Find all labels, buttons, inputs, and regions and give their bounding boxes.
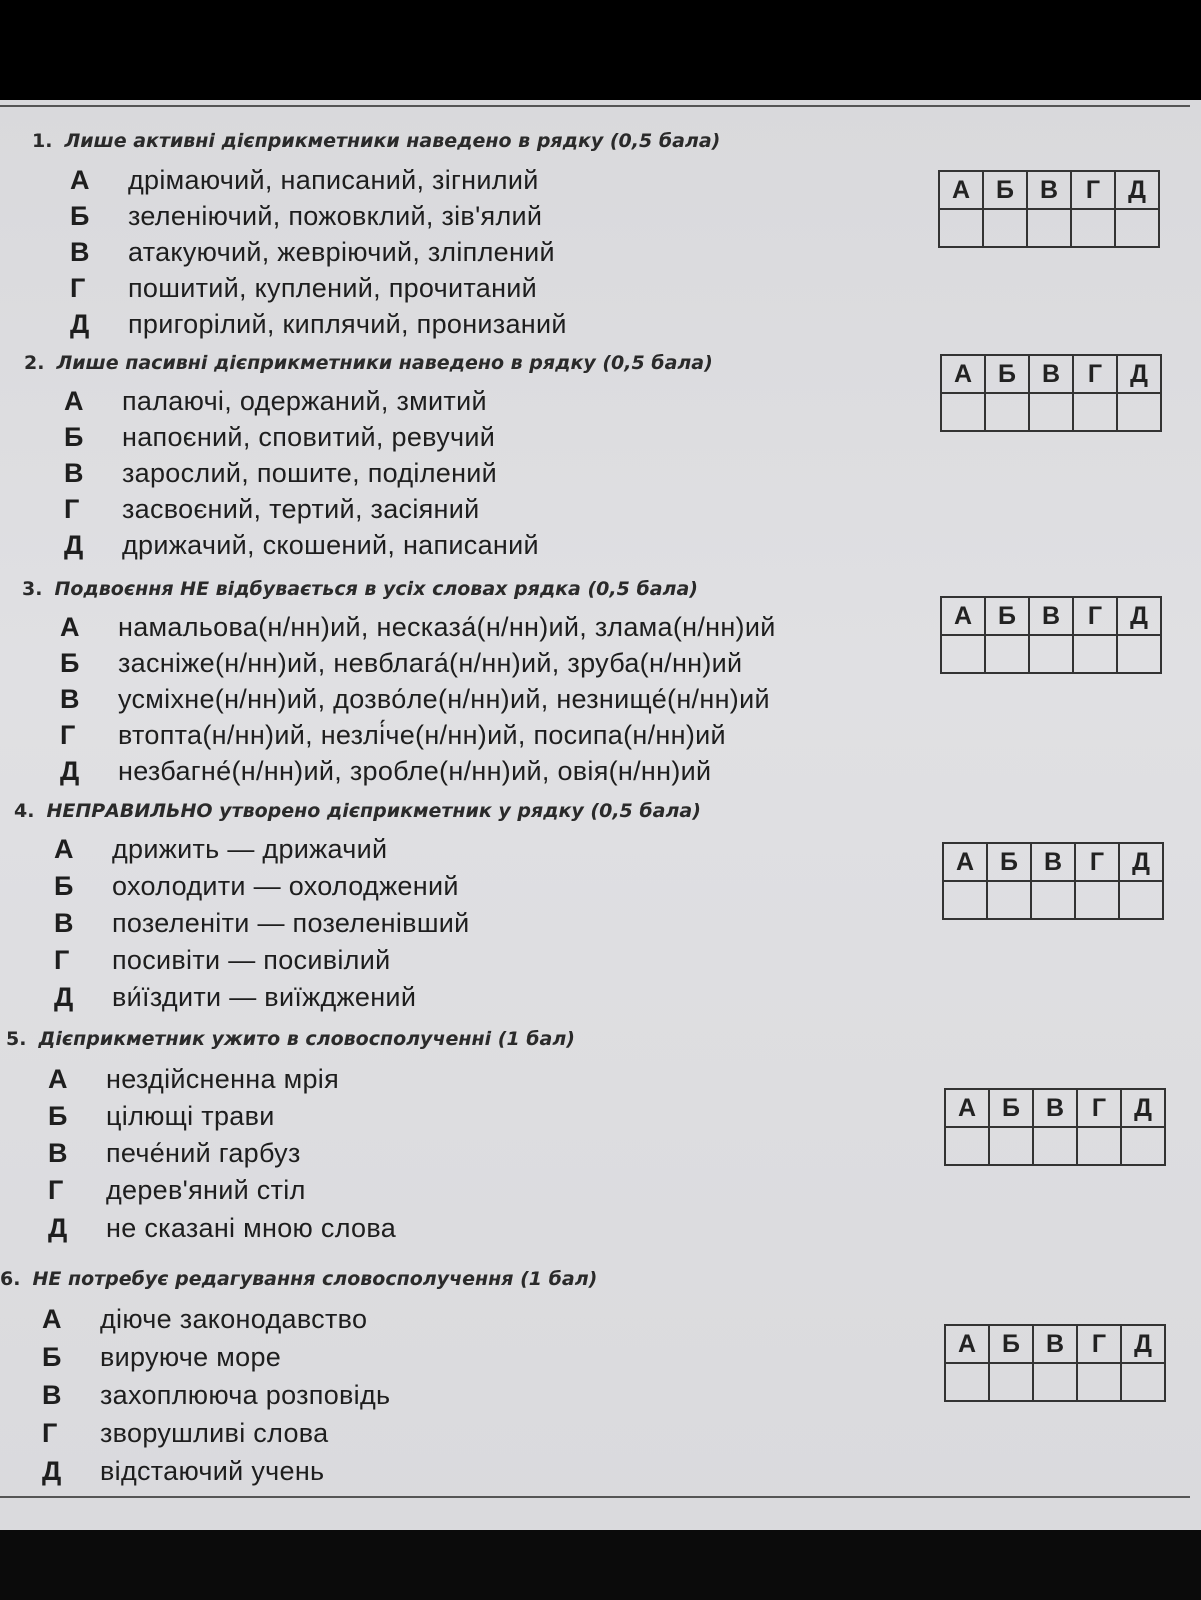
option-h[interactable] bbox=[64, 494, 480, 525]
option-text: пече́ний гарбуз bbox=[106, 1138, 301, 1168]
option-text: вируюче море bbox=[100, 1342, 282, 1372]
answer-cell[interactable] bbox=[1029, 393, 1073, 431]
option-d[interactable] bbox=[64, 530, 539, 561]
option-text: дрижить — дрижачий bbox=[112, 834, 388, 864]
grid-header-cell: А bbox=[943, 843, 987, 881]
answer-grid bbox=[942, 842, 1164, 920]
option-letter: Г bbox=[54, 945, 70, 975]
option-letter: В bbox=[70, 237, 90, 267]
question-number: 5. bbox=[6, 1028, 27, 1050]
option-b[interactable] bbox=[54, 871, 459, 902]
grid-header-cell: Г bbox=[1077, 1089, 1121, 1127]
option-letter: Б bbox=[70, 201, 90, 231]
grid-header-cell: Г bbox=[1073, 355, 1117, 393]
option-d[interactable] bbox=[42, 1456, 324, 1487]
question-number: 6. bbox=[0, 1268, 21, 1290]
option-letter: В bbox=[64, 458, 84, 488]
option-v[interactable] bbox=[48, 1138, 301, 1169]
answer-cell[interactable] bbox=[1071, 209, 1115, 247]
grid-header-cell: Г bbox=[1075, 843, 1119, 881]
answer-cell[interactable] bbox=[1121, 1127, 1165, 1165]
option-text: зеленіючий, пожовклий, зів'ялий bbox=[128, 201, 543, 231]
option-letter: А bbox=[54, 834, 74, 864]
question-text: НЕ потребує редагування словосполучення (1 бал) bbox=[32, 1268, 598, 1290]
test-sheet bbox=[0, 100, 1201, 1530]
option-text: усміхне(н/нн)ий, дозво́ле(н/нн)ий, незнище́(н/нн)ий bbox=[118, 684, 770, 714]
option-letter: А bbox=[70, 165, 90, 195]
option-d[interactable] bbox=[54, 982, 416, 1013]
answer-cell[interactable] bbox=[941, 393, 985, 431]
option-b[interactable] bbox=[64, 422, 495, 453]
option-letter: Б bbox=[54, 871, 74, 901]
option-h[interactable] bbox=[42, 1418, 328, 1449]
option-letter: Д bbox=[48, 1213, 68, 1243]
question-number: 2. bbox=[24, 352, 45, 374]
question-text: НЕПРАВИЛЬНО утворено дієприкметник у рядку (0,5 бала) bbox=[46, 800, 701, 822]
grid-header-cell: Д bbox=[1115, 171, 1159, 209]
grid-header-cell: Б bbox=[989, 1089, 1033, 1127]
option-text: атакуючий, жевріючий, зліплений bbox=[128, 237, 555, 267]
grid-header-cell: В bbox=[1029, 355, 1073, 393]
question-text: Подвоєння НЕ відбувається в усіх словах рядка (0,5 бала) bbox=[54, 578, 698, 600]
grid-header-cell: В bbox=[1029, 597, 1073, 635]
option-text: палаючі, одержаний, змитий bbox=[122, 386, 487, 416]
answer-cell[interactable] bbox=[983, 209, 1027, 247]
option-letter: Д bbox=[54, 982, 74, 1012]
answer-cell[interactable] bbox=[943, 881, 987, 919]
option-letter: Г bbox=[64, 494, 80, 524]
grid-header-cell: Б bbox=[985, 355, 1029, 393]
option-b[interactable] bbox=[70, 201, 542, 232]
answer-cell[interactable] bbox=[1077, 1363, 1121, 1401]
option-text: зворушливі слова bbox=[100, 1418, 329, 1448]
option-a[interactable] bbox=[70, 165, 539, 196]
question-number: 1. bbox=[32, 130, 53, 152]
grid-header-cell: Б bbox=[987, 843, 1031, 881]
grid-header-cell: В bbox=[1027, 171, 1071, 209]
option-letter: Б bbox=[48, 1101, 68, 1131]
option-text: охолодити — охолоджений bbox=[112, 871, 459, 901]
answer-cell[interactable] bbox=[1117, 635, 1161, 673]
grid-header-cell: А bbox=[939, 171, 983, 209]
option-text: цілющі трави bbox=[106, 1101, 275, 1131]
answer-grid bbox=[938, 170, 1160, 248]
answer-cell[interactable] bbox=[941, 635, 985, 673]
option-letter: Б bbox=[60, 648, 80, 678]
answer-grid bbox=[940, 596, 1162, 674]
option-letter: А bbox=[60, 612, 80, 642]
grid-header-cell: Д bbox=[1117, 355, 1161, 393]
option-h[interactable] bbox=[54, 945, 391, 976]
option-a[interactable] bbox=[42, 1304, 367, 1335]
option-a[interactable] bbox=[64, 386, 487, 417]
option-b[interactable] bbox=[42, 1342, 281, 1373]
option-b[interactable] bbox=[48, 1101, 275, 1132]
bottom-divider bbox=[0, 1496, 1190, 1498]
option-text: засвоєний, тертий, засіяний bbox=[122, 494, 480, 524]
option-letter: В bbox=[48, 1138, 68, 1168]
grid-header-cell: Д bbox=[1121, 1089, 1165, 1127]
answer-grid bbox=[940, 354, 1162, 432]
option-h[interactable] bbox=[70, 273, 537, 304]
option-text: не сказані мною слова bbox=[106, 1213, 397, 1243]
question-number: 4. bbox=[14, 800, 35, 822]
question-header bbox=[6, 1028, 575, 1050]
answer-cell[interactable] bbox=[989, 1363, 1033, 1401]
answer-cell[interactable] bbox=[1077, 1127, 1121, 1165]
option-letter: В bbox=[42, 1380, 62, 1410]
answer-cell[interactable] bbox=[939, 209, 983, 247]
option-h[interactable] bbox=[48, 1175, 306, 1206]
answer-cell[interactable] bbox=[985, 393, 1029, 431]
option-text: незбагне́(н/нн)ий, зробле(н/нн)ий, овія(н/нн)ий bbox=[118, 756, 712, 786]
option-text: ви́їздити — виїжджений bbox=[112, 982, 417, 1012]
option-v[interactable] bbox=[42, 1380, 390, 1411]
option-text: відстаючий учень bbox=[100, 1456, 325, 1486]
option-letter: Г bbox=[48, 1175, 64, 1205]
answer-cell[interactable] bbox=[1031, 881, 1075, 919]
top-divider bbox=[0, 105, 1190, 107]
option-letter: Г bbox=[42, 1418, 58, 1448]
option-letter: А bbox=[48, 1064, 68, 1094]
answer-cell[interactable] bbox=[1033, 1127, 1077, 1165]
option-a[interactable] bbox=[54, 834, 387, 865]
question-number: 3. bbox=[22, 578, 43, 600]
answer-cell[interactable] bbox=[985, 635, 1029, 673]
question-text: Лише активні дієприкметники наведено в рядку (0,5 бала) bbox=[64, 130, 721, 152]
answer-cell[interactable] bbox=[987, 881, 1031, 919]
option-text: пошитий, куплений, прочитаний bbox=[128, 273, 538, 303]
grid-header-cell: А bbox=[945, 1325, 989, 1363]
answer-cell[interactable] bbox=[1029, 635, 1073, 673]
question-header bbox=[22, 578, 698, 600]
option-text: посивіти — посивілий bbox=[112, 945, 391, 975]
grid-header-cell: В bbox=[1033, 1089, 1077, 1127]
option-letter: В bbox=[54, 908, 74, 938]
option-v[interactable] bbox=[70, 237, 555, 268]
grid-header-cell: А bbox=[945, 1089, 989, 1127]
answer-cell[interactable] bbox=[989, 1127, 1033, 1165]
option-text: намальова(н/нн)ий, несказа́(н/нн)ий, злама(н/нн)ий bbox=[118, 612, 776, 642]
option-h[interactable] bbox=[60, 720, 726, 751]
grid-header-cell: В bbox=[1033, 1325, 1077, 1363]
question-header bbox=[14, 800, 701, 822]
option-text: пригорілий, киплячий, пронизаний bbox=[128, 309, 567, 339]
option-letter: Д bbox=[42, 1456, 62, 1486]
option-text: нездійсненна мрія bbox=[106, 1064, 340, 1094]
option-letter: Д bbox=[70, 309, 90, 339]
grid-header-cell: А bbox=[941, 597, 985, 635]
grid-header-cell: Д bbox=[1117, 597, 1161, 635]
answer-cell[interactable] bbox=[1121, 1363, 1165, 1401]
option-a[interactable] bbox=[60, 612, 776, 643]
option-text: захоплююча розповідь bbox=[100, 1380, 391, 1410]
option-text: зарослий, пошите, поділений bbox=[122, 458, 498, 488]
option-letter: А bbox=[64, 386, 84, 416]
grid-header-cell: Г bbox=[1073, 597, 1117, 635]
option-letter: Д bbox=[60, 756, 80, 786]
option-d[interactable] bbox=[70, 309, 567, 340]
grid-header-cell: В bbox=[1031, 843, 1075, 881]
screen-bezel bbox=[0, 1530, 1201, 1600]
grid-header-cell: Г bbox=[1077, 1325, 1121, 1363]
question-text: Дієприкметник ужито в словосполученні (1 бал) bbox=[38, 1028, 575, 1050]
grid-header-cell: Б bbox=[985, 597, 1029, 635]
option-text: позеленіти — позеленівший bbox=[112, 908, 470, 938]
answer-grid bbox=[944, 1088, 1166, 1166]
grid-header-cell: Б bbox=[989, 1325, 1033, 1363]
grid-header-cell: Г bbox=[1071, 171, 1115, 209]
option-letter: Б bbox=[42, 1342, 62, 1372]
option-v[interactable] bbox=[54, 908, 470, 939]
option-text: діюче законодавство bbox=[100, 1304, 368, 1334]
option-b[interactable] bbox=[60, 648, 742, 679]
option-letter: Б bbox=[64, 422, 84, 452]
answer-cell[interactable] bbox=[1073, 393, 1117, 431]
answer-cell[interactable] bbox=[945, 1363, 989, 1401]
question-text: Лише пасивні дієприкметники наведено в рядку (0,5 бала) bbox=[56, 352, 713, 374]
option-text: засніже(н/нн)ий, невблага́(н/нн)ий, зруба(н/нн)ий bbox=[118, 648, 743, 678]
grid-header-cell: Д bbox=[1119, 843, 1163, 881]
grid-header-cell: Д bbox=[1121, 1325, 1165, 1363]
question-header bbox=[0, 1268, 597, 1290]
question-header bbox=[24, 352, 713, 374]
option-text: напоєний, сповитий, ревучий bbox=[122, 422, 496, 452]
grid-header-cell: А bbox=[941, 355, 985, 393]
option-v[interactable] bbox=[64, 458, 497, 489]
option-text: дерев'яний стіл bbox=[106, 1175, 306, 1205]
option-v[interactable] bbox=[60, 684, 770, 715]
option-d[interactable] bbox=[48, 1213, 396, 1244]
option-letter: Г bbox=[60, 720, 76, 750]
answer-cell[interactable] bbox=[945, 1127, 989, 1165]
answer-cell[interactable] bbox=[1027, 209, 1071, 247]
option-letter: В bbox=[60, 684, 80, 714]
option-letter: Д bbox=[64, 530, 84, 560]
option-text: дрижачий, скошений, написаний bbox=[122, 530, 539, 560]
answer-grid bbox=[944, 1324, 1166, 1402]
answer-cell[interactable] bbox=[1119, 881, 1163, 919]
answer-cell[interactable] bbox=[1117, 393, 1161, 431]
grid-header-cell: Б bbox=[983, 171, 1027, 209]
option-letter: Г bbox=[70, 273, 86, 303]
option-text: дрімаючий, написаний, зігнилий bbox=[128, 165, 539, 195]
option-a[interactable] bbox=[48, 1064, 339, 1095]
answer-cell[interactable] bbox=[1075, 881, 1119, 919]
answer-cell[interactable] bbox=[1073, 635, 1117, 673]
option-letter: А bbox=[42, 1304, 62, 1334]
option-text: втопта(н/нн)ий, незлі́че(н/нн)ий, посипа(н/нн)ий bbox=[118, 720, 726, 750]
answer-cell[interactable] bbox=[1033, 1363, 1077, 1401]
question-header bbox=[32, 130, 720, 152]
option-d[interactable] bbox=[60, 756, 711, 787]
answer-cell[interactable] bbox=[1115, 209, 1159, 247]
